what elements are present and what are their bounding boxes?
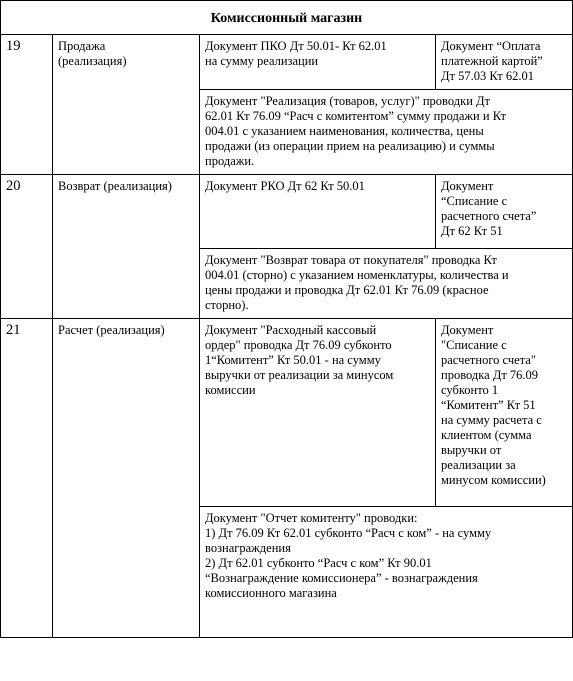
cell-text: выручки от (441, 443, 502, 457)
cell-text: “Вознаграждение комиссионера” - вознаграждения (205, 571, 478, 585)
cell-text: Документ "Расходный кассовый (205, 323, 377, 337)
cash-document-cell (200, 35, 436, 90)
cell-text: платежной картой” (441, 54, 543, 68)
table-row (1, 175, 573, 249)
full-document-cell (200, 90, 573, 175)
cell-text: “Комитент” Кт 51 (441, 398, 536, 412)
row-number: 20 (1, 175, 53, 319)
cell-text: комиссии (205, 383, 256, 397)
table-row (1, 319, 573, 507)
cell-text: Дт 62 Кт 51 (441, 224, 503, 238)
full-document-cell (200, 507, 573, 638)
bank-document-cell (436, 319, 573, 507)
operation-text: Возврат (реализация) (58, 179, 172, 193)
cell-text: Документ (441, 179, 494, 193)
bank-document-cell (436, 175, 573, 249)
cell-text: продажи (из операции прием на реализацию) и суммы (205, 139, 495, 153)
cell-text: вознаграждения (205, 541, 291, 555)
operation-text: (реализация) (58, 54, 127, 68)
cash-document-cell (200, 175, 436, 249)
cell-text: Документ "Отчет комитенту" проводки: (205, 511, 418, 525)
bank-document-cell (436, 35, 573, 90)
cell-text: 1“Комитент” Кт 50.01 - на сумму (205, 353, 381, 367)
cell-text: клиентом (сумма (441, 428, 532, 442)
cell-text: "Списание с (441, 338, 507, 352)
cell-text: на сумму реализации (205, 54, 319, 68)
operation-cell (53, 175, 200, 319)
table-row (1, 35, 573, 90)
cell-text: продажи. (205, 154, 255, 168)
operation-text: Продажа (58, 39, 106, 53)
operation-cell (53, 319, 200, 638)
cell-text: Документ “Оплата (441, 39, 541, 53)
cell-text: Документ (441, 323, 494, 337)
cell-text: Документ "Возврат товара от покупателя" проводка Кт (205, 253, 497, 267)
row-number: 21 (1, 319, 53, 638)
operation-cell (53, 35, 200, 175)
cell-text: проводка Дт 76.09 (441, 368, 539, 382)
cell-text: 004.01 (сторно) с указанием номенклатуры, количества и (205, 268, 509, 282)
cell-text: расчетного счета" (441, 353, 536, 367)
cell-text: минусом комиссии) (441, 473, 546, 487)
cell-text: Дт 57.03 Кт 62.01 (441, 69, 534, 83)
cell-text: сторно). (205, 298, 249, 312)
cell-text: Документ "Реализация (товаров, услуг)" проводки Дт (205, 94, 490, 108)
cell-text: 62.01 Кт 76.09 “Расч с комитентом” сумму продажи и Кт (205, 109, 507, 123)
cell-text: комиссионного магазина (205, 586, 337, 600)
full-document-cell (200, 249, 573, 319)
cell-text: на сумму расчета с (441, 413, 542, 427)
cell-text: цены продажи и проводка Дт 62.01 Кт 76.09 (красное (205, 283, 489, 297)
cell-text: 004.01 с указанием наименования, количества, цены (205, 124, 484, 138)
row-number: 19 (1, 35, 53, 175)
cell-text: субконто 1 (441, 383, 499, 397)
cell-text: Документ РКО Дт 62 Кт 50.01 (205, 179, 365, 193)
cell-text: Документ ПКО Дт 50.01- Кт 62.01 (205, 39, 387, 53)
cell-text: “Списание с (441, 194, 508, 208)
cell-text: выручки от реализации за минусом (205, 368, 394, 382)
cell-text: ордер" проводка Дт 76.09 субконто (205, 338, 392, 352)
operation-text: Расчет (реализация) (58, 323, 165, 337)
cell-text: 1) Дт 76.09 Кт 62.01 субконто “Расч с ком” - на сумму (205, 526, 492, 540)
table-title: Комиссионный магазин (1, 1, 573, 35)
cell-text: реализации за (441, 458, 516, 472)
cell-text: расчетного счета” (441, 209, 537, 223)
cash-document-cell (200, 319, 436, 507)
cell-text: 2) Дт 62.01 субконто “Расч с ком” Кт 90.01 (205, 556, 432, 570)
